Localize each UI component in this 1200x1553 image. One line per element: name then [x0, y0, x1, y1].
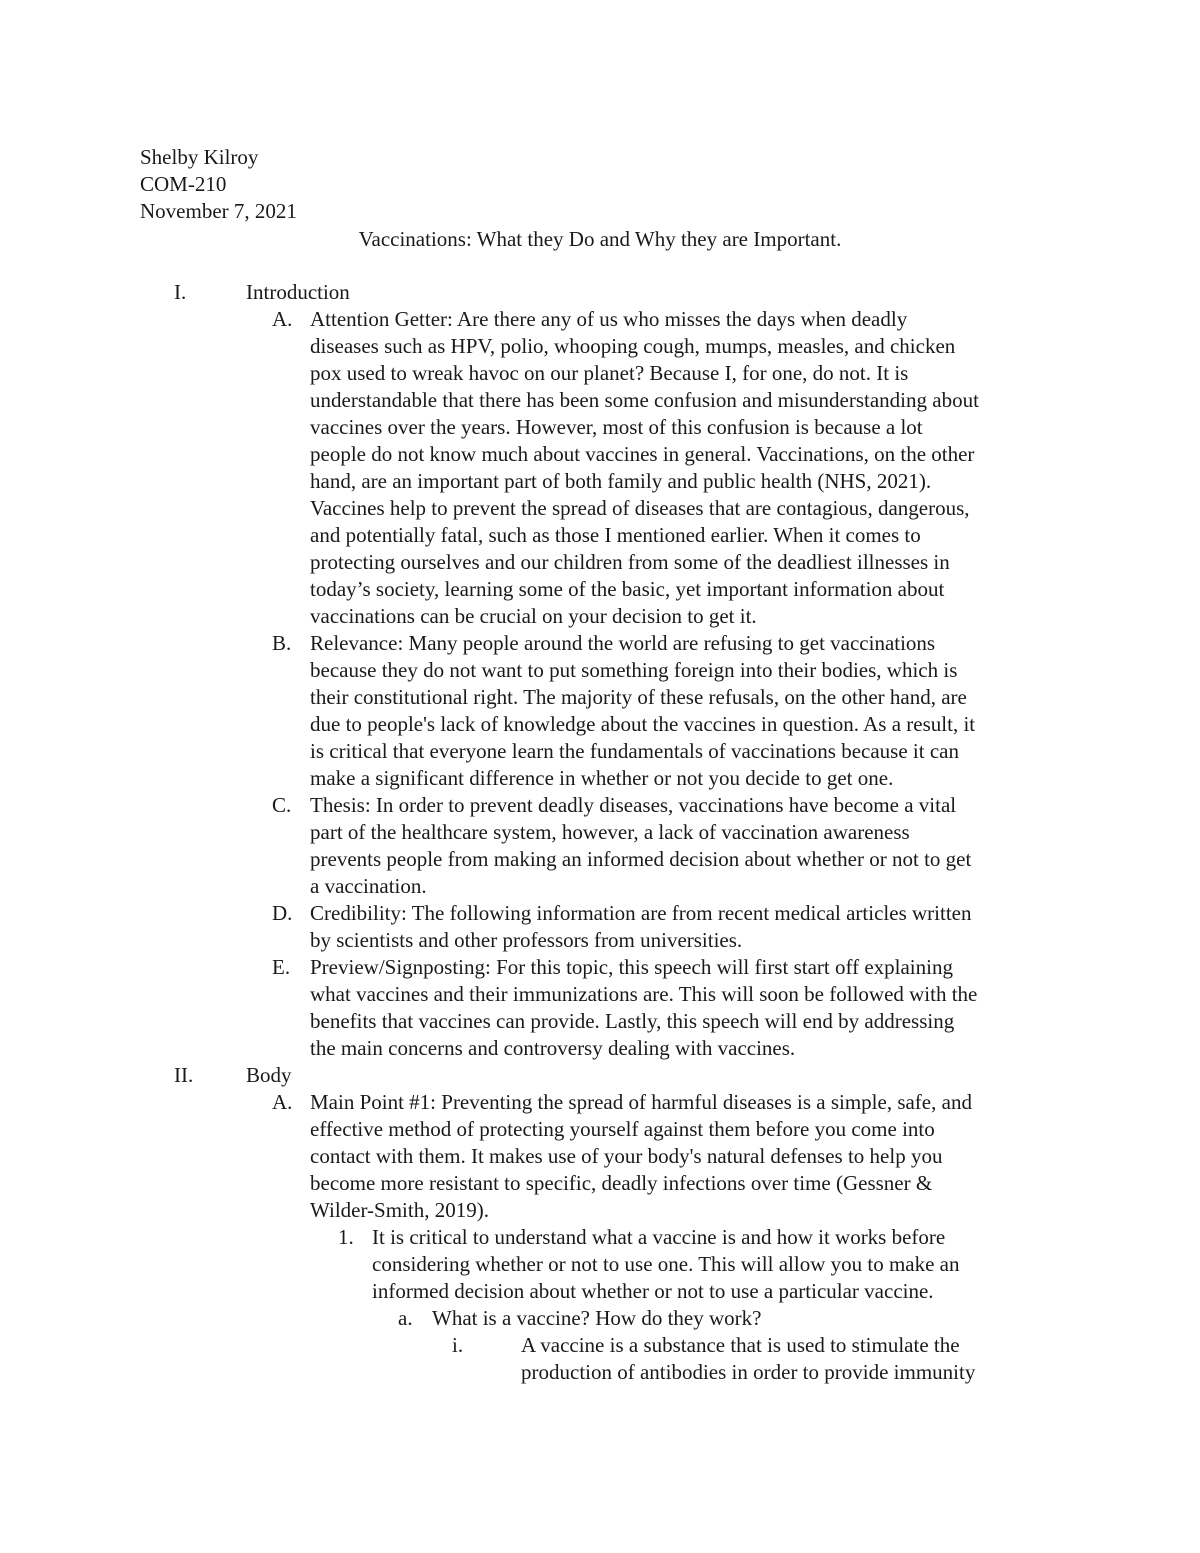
text-line: pox used to wreak havoc on our planet? Because I, for one, do not. It is [310, 361, 909, 385]
text-line: vaccinations can be crucial on your decision to get it. [310, 604, 757, 628]
text-line: Main Point #1: Preventing the spread of harmful diseases is a simple, safe, and [310, 1090, 972, 1114]
text-line: become more resistant to specific, deadly infections over time (Gessner & [310, 1171, 933, 1195]
outline-text [310, 306, 1070, 630]
text-line: understandable that there has been some confusion and misunderstanding about [310, 388, 979, 412]
text-line: informed decision about whether or not to use a particular vaccine. [372, 1279, 934, 1303]
text-line: today’s society, learning some of the basic, yet important information about [310, 577, 945, 601]
outline-letter: A. [272, 307, 293, 331]
outline-letter: A. [272, 1090, 293, 1114]
text-line: Attention Getter: Are there any of us who misses the days when deadly [310, 307, 908, 331]
text-line: prevents people from making an informed decision about whether or not to get [310, 847, 972, 871]
text-line: It is critical to understand what a vaccine is and how it works before [372, 1225, 946, 1249]
outline-text [521, 1332, 1041, 1386]
outline-text [310, 630, 1070, 792]
section-heading-introduction: Introduction [246, 280, 350, 304]
text-line: benefits that vaccines can provide. Lastly, this speech will end by addressing [310, 1009, 955, 1033]
outline-number: 1. [338, 1225, 354, 1249]
outline-letter: E. [272, 955, 291, 979]
text-line: their constitutional right. The majority of these refusals, on the other hand, are [310, 685, 967, 709]
outline-text [372, 1224, 1042, 1305]
outline-text [310, 900, 1070, 954]
text-line: because they do not want to put something foreign into their bodies, which is [310, 658, 958, 682]
text-line: Credibility: The following information are from recent medical articles written [310, 901, 972, 925]
text-line: due to people's lack of knowledge about the vaccines in question. As a result, it [310, 712, 976, 736]
section-heading-body: Body [246, 1063, 292, 1087]
text-line: what vaccines and their immunizations are. This will soon be followed with the [310, 982, 978, 1006]
text-line: the main concerns and controversy dealing with vaccines. [310, 1036, 796, 1060]
text-line: hand, are an important part of both family and public health (NHS, 2021). [310, 469, 932, 493]
text-line: A vaccine is a substance that is used to stimulate the [521, 1333, 960, 1357]
section-numeral-body: II. [174, 1063, 194, 1087]
text-line: people do not know much about vaccines in general. Vaccinations, on the other [310, 442, 975, 466]
document-date: November 7, 2021 [140, 199, 297, 223]
text-line: effective method of protecting yourself against them before you come into [310, 1117, 935, 1141]
outline-text [310, 1089, 1070, 1224]
text-line: What is a vaccine? How do they work? [432, 1306, 762, 1330]
text-line: considering whether or not to use one. This will allow you to make an [372, 1252, 960, 1276]
outline-text [432, 1305, 1032, 1332]
text-line: and potentially fatal, such as those I mentioned earlier. When it comes to [310, 523, 921, 547]
text-line: part of the healthcare system, however, a lack of vaccination awareness [310, 820, 910, 844]
section-numeral-introduction: I. [174, 280, 187, 304]
outline-text [310, 792, 1070, 900]
text-line: Vaccines help to prevent the spread of diseases that are contagious, dangerous, [310, 496, 970, 520]
text-line: make a significant difference in whether or not you decide to get one. [310, 766, 894, 790]
text-line: contact with them. It makes use of your body's natural defenses to help you [310, 1144, 943, 1168]
text-line: protecting ourselves and our children from some of the deadliest illnesses in [310, 550, 950, 574]
author-name: Shelby Kilroy [140, 145, 259, 169]
text-line: Wilder-Smith, 2019). [310, 1198, 489, 1222]
outline-letter: C. [272, 793, 292, 817]
outline-roman: i. [452, 1333, 464, 1357]
document-title: Vaccinations: What they Do and Why they are Important. [358, 227, 842, 251]
text-line: Preview/Signposting: For this topic, this speech will first start off explaining [310, 955, 953, 979]
text-line: diseases such as HPV, polio, whooping cough, mumps, measles, and chicken [310, 334, 956, 358]
text-line: production of antibodies in order to provide immunity [521, 1360, 976, 1384]
text-line: Thesis: In order to prevent deadly diseases, vaccinations have become a vital [310, 793, 957, 817]
text-line: by scientists and other professors from universities. [310, 928, 743, 952]
course-code: COM-210 [140, 172, 227, 196]
text-line: is critical that everyone learn the fundamentals of vaccinations because it can [310, 739, 959, 763]
outline-letter: D. [272, 901, 293, 925]
text-line: Relevance: Many people around the world are refusing to get vaccinations [310, 631, 936, 655]
outline-text [310, 954, 1070, 1062]
text-line: vaccines over the years. However, most of this confusion is because a lot [310, 415, 923, 439]
outline-letter: a. [398, 1306, 413, 1330]
outline-letter: B. [272, 631, 292, 655]
text-line: a vaccination. [310, 874, 427, 898]
